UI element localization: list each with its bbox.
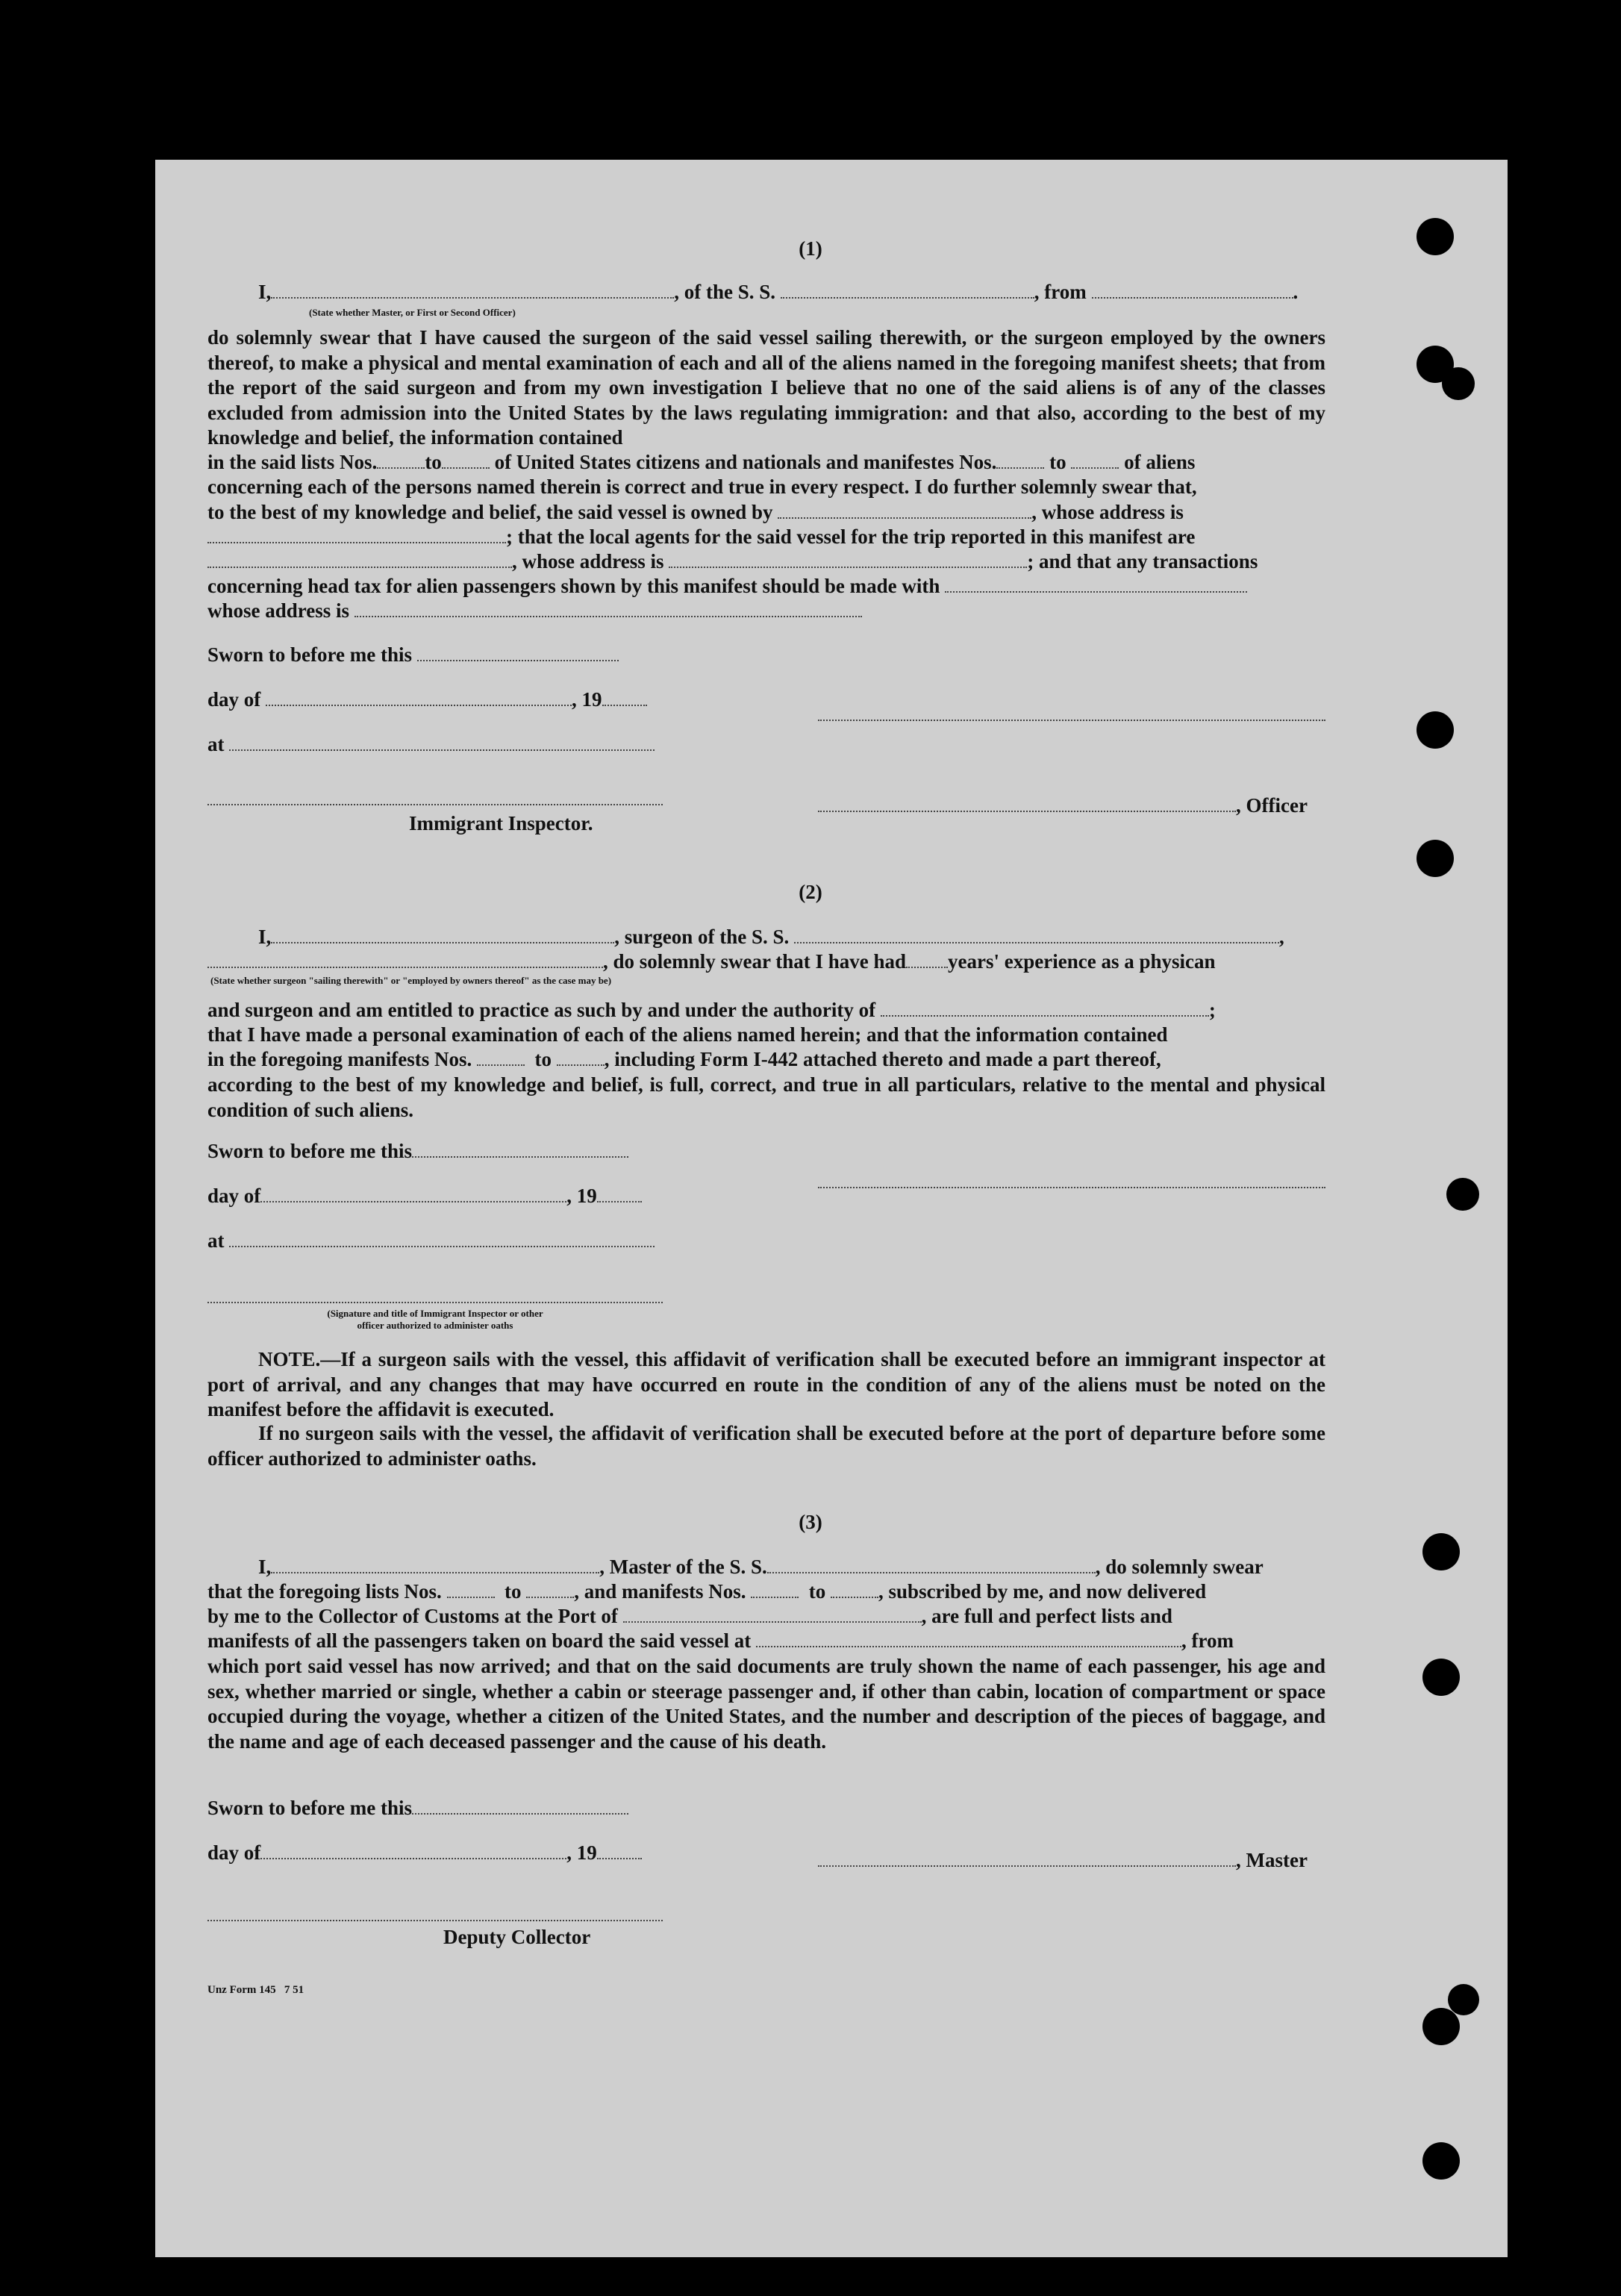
text: , from — [1181, 1629, 1234, 1652]
text: to — [808, 1580, 826, 1603]
list-to-field[interactable] — [526, 1583, 574, 1598]
year-field[interactable] — [602, 691, 647, 706]
dayof-line — [207, 688, 647, 711]
head-tax-address-field[interactable] — [355, 602, 862, 617]
binder-hole — [1422, 2142, 1460, 2180]
manifest-to-field[interactable] — [831, 1583, 878, 1598]
text: day of — [207, 1185, 261, 1207]
owner-address-field[interactable] — [207, 528, 506, 543]
sworn-day-field[interactable] — [412, 1143, 628, 1158]
text: , 19 — [572, 688, 602, 711]
form-number: Unz Form 145 7 51 — [207, 1984, 304, 1996]
text: I, — [258, 926, 272, 948]
binder-hole — [1448, 1984, 1479, 2015]
binder-hole — [1422, 1659, 1460, 1696]
text: at — [207, 733, 225, 755]
surgeon-vessel-field[interactable] — [794, 929, 1279, 943]
text: , subscribed by me, and now delivered — [878, 1580, 1207, 1603]
head-tax-field[interactable] — [945, 578, 1247, 593]
place-field[interactable] — [229, 736, 655, 751]
boarding-port-field[interactable] — [756, 1632, 1181, 1647]
agents-line — [207, 525, 1195, 549]
agent-field[interactable] — [207, 553, 512, 568]
owner-field[interactable] — [778, 504, 1031, 519]
whose-address-line — [207, 599, 862, 623]
manifest-to-field[interactable] — [1071, 454, 1119, 469]
dayof-line — [207, 1841, 642, 1865]
sworn-line — [207, 1140, 628, 1163]
month-field[interactable] — [260, 1844, 566, 1859]
text: I, — [258, 1556, 272, 1578]
text: Sworn to before me this — [207, 1140, 412, 1162]
text: at — [207, 1229, 225, 1252]
collector-signature-line[interactable] — [207, 1918, 663, 1921]
text: in the foregoing manifests Nos. — [207, 1048, 472, 1070]
text: to the best of my knowledge and belief, the said vessel is owned by — [207, 501, 773, 523]
text: concerning head tax for alien passengers shown by this manifest should be made with — [207, 575, 940, 597]
note-paragraph-1: NOTE.—If a surgeon sails with the vessel, this affidavit of verification shall be executed before an immigrant inspector at port of arrival, and any changes that may have occurred en route in the condition of any of the aliens must be noted on the manifest before the affidavit is executed. — [207, 1348, 1325, 1420]
surgeon-hint: (State whether surgeon "sailing therewith" or "employed by owners thereof" as the case may be) — [210, 975, 612, 986]
text: in the said lists Nos. — [207, 451, 378, 473]
text: , — [1279, 926, 1284, 948]
month-field[interactable] — [260, 1188, 566, 1202]
section-2-number: (2) — [799, 881, 822, 903]
text: , 19 — [566, 1185, 597, 1207]
text: ; that the local agents for the said vessel for the trip reported in this manifest are — [506, 525, 1196, 548]
period: . — [1293, 281, 1299, 303]
binder-hole — [1417, 711, 1454, 749]
surgeon-experience-line — [207, 950, 1216, 973]
authority-field[interactable] — [881, 1002, 1209, 1017]
text: , Master — [1236, 1849, 1308, 1871]
year-field[interactable] — [597, 1844, 642, 1859]
month-field[interactable] — [266, 691, 572, 706]
surgeon-signature-line[interactable] — [818, 1185, 1325, 1188]
dayof-line — [207, 1185, 642, 1208]
officer-sign-field[interactable] — [818, 797, 1236, 812]
list-from-field[interactable] — [377, 454, 425, 469]
text: Sworn to before me this — [207, 643, 412, 666]
list-from-field[interactable] — [447, 1583, 495, 1598]
agent-address-field[interactable] — [669, 553, 1027, 568]
text: years' experience as a physican — [948, 950, 1216, 973]
manifest-to-field[interactable] — [557, 1051, 605, 1066]
binder-hole — [1422, 2008, 1460, 2045]
text: manifests of all the passengers taken on board the said vessel at — [207, 1629, 752, 1652]
boarding-line — [207, 1629, 1234, 1653]
text: by me to the Collector of Customs at the Port of — [207, 1605, 618, 1627]
form-page — [155, 160, 1508, 2257]
manifests-line — [207, 1048, 1161, 1071]
immigrant-inspector-label: Immigrant Inspector. — [409, 812, 593, 835]
text: , including Form I-442 attached thereto and made a part thereof, — [604, 1048, 1161, 1070]
place-field[interactable] — [229, 1232, 655, 1247]
sworn-day-field[interactable] — [412, 1800, 628, 1815]
examination-line: that I have made a personal examination of each of the aliens named herein; and that the information contained — [207, 1023, 1168, 1046]
lists-line — [207, 451, 1195, 474]
vessel-name-field[interactable] — [781, 284, 1034, 299]
text: , are full and perfect lists and — [921, 1605, 1172, 1627]
text: of United States citizens and nationals and manifestes Nos. — [494, 451, 997, 473]
master-name-field[interactable] — [271, 1559, 599, 1573]
deputy-collector-label: Deputy Collector — [443, 1926, 591, 1948]
officer-signature-line[interactable] — [818, 718, 1325, 721]
at-line — [207, 1229, 655, 1252]
at-line — [207, 733, 655, 756]
text: , surgeon of the S. S. — [614, 926, 790, 948]
manifest-from-field[interactable] — [477, 1051, 525, 1066]
text: whose address is — [207, 599, 350, 622]
agents-address-line — [207, 550, 1258, 573]
binder-hole — [1442, 367, 1475, 400]
text: , Master of the S. S. — [599, 1556, 767, 1578]
text: day of — [207, 688, 261, 711]
owner-line — [207, 501, 1184, 524]
concerning-line: concerning each of the persons named therein is correct and true in every respect. I do further solemnly swear that, — [207, 475, 1197, 498]
officer-name-field[interactable] — [271, 284, 674, 299]
note-paragraph-2: If no surgeon sails with the vessel, the affidavit of verification shall be executed before at the port of departure before some officer authorized to administer oaths. — [207, 1422, 1325, 1470]
text: , and manifests Nos. — [574, 1580, 746, 1603]
text: that the foregoing lists Nos. — [207, 1580, 442, 1603]
surgeon-line — [258, 926, 1284, 949]
official-signature-line[interactable] — [207, 1300, 663, 1303]
text: to — [425, 451, 442, 473]
text: , Officer — [1236, 794, 1308, 817]
sworn-day-field[interactable] — [417, 646, 619, 661]
year-field[interactable] — [597, 1188, 642, 1202]
authority-line — [207, 999, 1216, 1022]
officer-line — [818, 794, 1308, 817]
binder-hole — [1417, 840, 1454, 877]
sworn-line — [207, 643, 619, 667]
binder-hole — [1446, 1178, 1479, 1211]
signature-hint-2: officer authorized to administer oaths — [357, 1320, 513, 1331]
surgeon-status-field[interactable] — [207, 953, 603, 968]
section-3-number: (3) — [799, 1511, 822, 1533]
text: ; and that any transactions — [1027, 550, 1258, 573]
binder-hole — [1422, 1533, 1460, 1570]
text: Sworn to before me this — [207, 1797, 412, 1819]
text: , do solemnly swear — [1095, 1556, 1264, 1578]
text: to — [505, 1580, 522, 1603]
section-1-paragraph: do solemnly swear that I have caused the surgeon of the said vessel sailing therewith, or the surgeon employed by the owners thereof, to make a physical and mental examination of each and all of the aliens named in the foregoing manifest sheets; that from the report of the said surgeon and from my own investigation I believe that no one of the said aliens is of any of the classes excluded from admission into the United States by the laws regulating immigration: and that also, according to the best of my knowledge and belief, the information contained — [207, 326, 1325, 449]
inspector-signature-line[interactable] — [207, 802, 663, 805]
text: ; — [1208, 999, 1216, 1021]
text: of aliens — [1124, 451, 1196, 473]
master-vessel-field[interactable] — [767, 1559, 1096, 1573]
head-tax-line — [207, 575, 1247, 598]
label-i: I, — [258, 281, 272, 303]
section-1-officer-line — [258, 281, 1298, 304]
sworn-line — [207, 1797, 628, 1820]
text: to — [534, 1048, 552, 1070]
label-of-ss: , of the S. S. — [674, 281, 776, 303]
label-from: , from — [1034, 281, 1087, 303]
text: to — [1049, 451, 1066, 473]
text: , 19 — [566, 1841, 597, 1864]
text: , whose address is — [1031, 501, 1184, 523]
text: , do solemnly swear that I have had — [603, 950, 907, 973]
officer-hint: (State whether Master, or First or Second Officer) — [309, 307, 516, 318]
lists-line — [207, 1580, 1206, 1603]
section-1-number: (1) — [799, 237, 822, 260]
manifest-from-field[interactable] — [996, 454, 1044, 469]
text: and surgeon and am entitled to practice as such by and under the authority of — [207, 999, 876, 1021]
list-to-field[interactable] — [442, 454, 490, 469]
master-sign-field[interactable] — [818, 1852, 1236, 1867]
manifest-from-field[interactable] — [751, 1583, 799, 1598]
port-line — [207, 1605, 1172, 1628]
port-field[interactable] — [623, 1608, 922, 1623]
signature-hint-1: (Signature and title of Immigrant Inspector or other — [327, 1308, 543, 1319]
port-from-field[interactable] — [1092, 284, 1293, 299]
text: day of — [207, 1841, 261, 1864]
years-field[interactable] — [906, 953, 948, 968]
documents-paragraph: which port said vessel has now arrived; and that on the said documents are truly shown the name of each passenger, his age and sex, whether married or single, whether a cabin or steerage passenger and, if other than cabin, location of compartment or space occupied during the voyage, whether a citizen of the United States, and the number and description of the pieces of baggage, and the name and age of each deceased passenger and the cause of his death. — [207, 1655, 1325, 1753]
surgeon-name-field[interactable] — [271, 929, 614, 943]
belief-paragraph: according to the best of my knowledge and belief, is full, correct, and true in all particulars, relative to the mental and physical condition of such aliens. — [207, 1073, 1325, 1121]
master-line — [258, 1556, 1264, 1579]
master-signature-line — [818, 1849, 1308, 1872]
text: , whose address is — [512, 550, 664, 573]
